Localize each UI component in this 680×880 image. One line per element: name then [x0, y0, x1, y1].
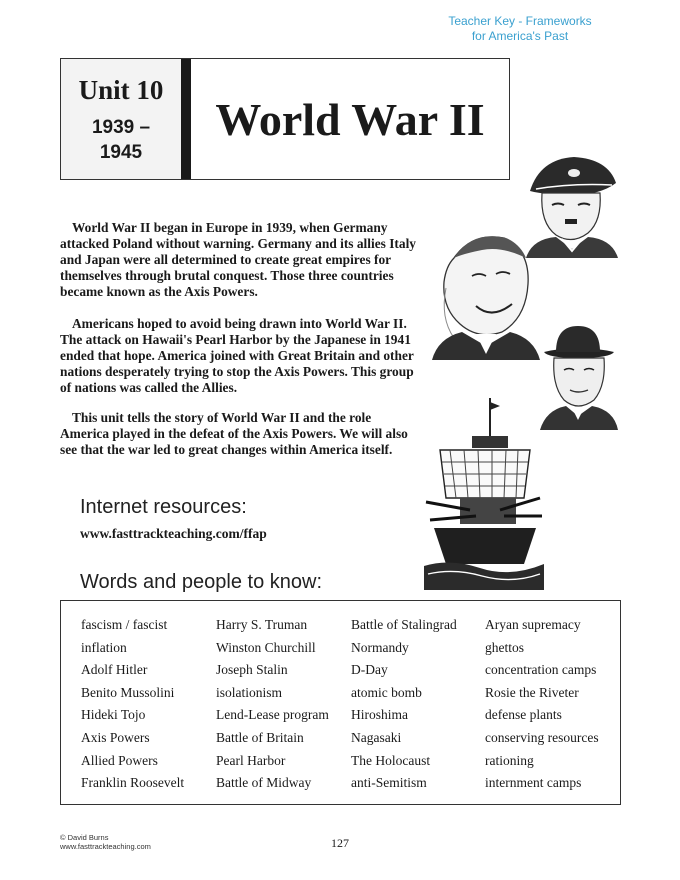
unit-years [61, 115, 181, 165]
words-column-2 [216, 614, 329, 795]
list-item: anti-Semitism [351, 775, 427, 791]
title-divider-bar [181, 59, 191, 179]
list-item: Battle of Midway [216, 775, 312, 791]
intro-paragraph-3 [60, 410, 420, 458]
battleship-image [420, 398, 546, 590]
list-item: Benito Mussolini [81, 684, 175, 700]
paragraph-text: Americans hoped to avoid being drawn into World War II. The attack on Hawaii's Pearl Harbor by the Japanese in 1941 ended that hope. America joined with Great Britain and other nations desperately trying to stop the Axis Powers. This group of nations was called the Allies. [60, 316, 414, 395]
internet-resources-heading: Internet resources: [80, 496, 247, 518]
roosevelt-portrait-image [432, 228, 540, 360]
words-column-3 [351, 614, 457, 795]
intro-paragraph-1 [60, 220, 420, 300]
list-item: defense plants [485, 707, 562, 723]
list-item: atomic bomb [351, 684, 422, 700]
paragraph-text: World War II began in Europe in 1939, when Germany attacked Poland without warning. Germany and its allies Italy and Japan were all determined to create great empires for themselves through brutal conquest. Those three countries became known as the Axis Powers. [60, 220, 416, 299]
list-item: isolationism [216, 684, 283, 700]
unit-title-box [60, 58, 510, 180]
list-item: Normandy [351, 639, 409, 655]
paragraph-text: This unit tells the story of World War II and the role America played in the defeat of the Axis Powers. We will also see that the war led to great changes within America itself. [60, 410, 408, 457]
words-to-know-heading: Words and people to know: [80, 571, 323, 593]
list-item: inflation [81, 639, 127, 655]
list-item: conserving resources [485, 729, 599, 745]
teacher-key-label [420, 14, 620, 44]
list-item: Nagasaki [351, 729, 402, 745]
words-column-4 [485, 614, 599, 795]
list-item: rationing [485, 752, 534, 768]
unit-number: Unit 10 [78, 75, 164, 105]
list-item: Allied Powers [81, 752, 158, 768]
teacher-key-line1: Teacher Key - Frameworks [448, 14, 592, 28]
list-item: D-Day [351, 662, 388, 678]
list-item: Hideki Tojo [81, 707, 146, 723]
teacher-key-line2: for America's Past [471, 29, 569, 43]
footer-credits [60, 833, 151, 851]
list-item: Pearl Harbor [216, 752, 286, 768]
churchill-portrait-image [538, 322, 620, 430]
words-column-1 [81, 614, 184, 795]
list-item: Aryan supremacy [485, 617, 581, 632]
list-item: The Holocaust [351, 752, 431, 768]
page-number: 127 [331, 836, 349, 850]
page-title: World War II [191, 59, 509, 179]
list-item: Franklin Roosevelt [81, 775, 185, 791]
internet-resource-link[interactable]: www.fasttrackteaching.com/ffap [80, 526, 267, 541]
list-item: fascism / fascist [81, 617, 168, 632]
list-item: Harry S. Truman [216, 617, 308, 632]
list-item: Axis Powers [81, 729, 150, 745]
list-item: Adolf Hitler [81, 662, 148, 678]
copyright-text: © David Burns [60, 833, 109, 842]
list-item: Winston Churchill [216, 639, 316, 655]
unit-years-start: 1939 – [91, 117, 151, 138]
unit-panel [61, 59, 181, 179]
words-to-know-box [60, 600, 621, 805]
list-item: Rosie the Riveter [485, 684, 579, 700]
list-item: Battle of Stalingrad [351, 617, 457, 632]
list-item: internment camps [485, 775, 582, 791]
list-item: concentration camps [485, 662, 597, 678]
list-item: Battle of Britain [216, 729, 304, 745]
list-item: ghettos [485, 639, 524, 655]
intro-paragraph-2 [60, 316, 420, 396]
footer-website: www.fasttrackteaching.com [60, 842, 151, 851]
list-item: Joseph Stalin [216, 662, 288, 678]
list-item: Hiroshima [351, 707, 408, 723]
unit-years-end: 1945 [99, 142, 143, 163]
list-item: Lend-Lease program [216, 707, 329, 723]
